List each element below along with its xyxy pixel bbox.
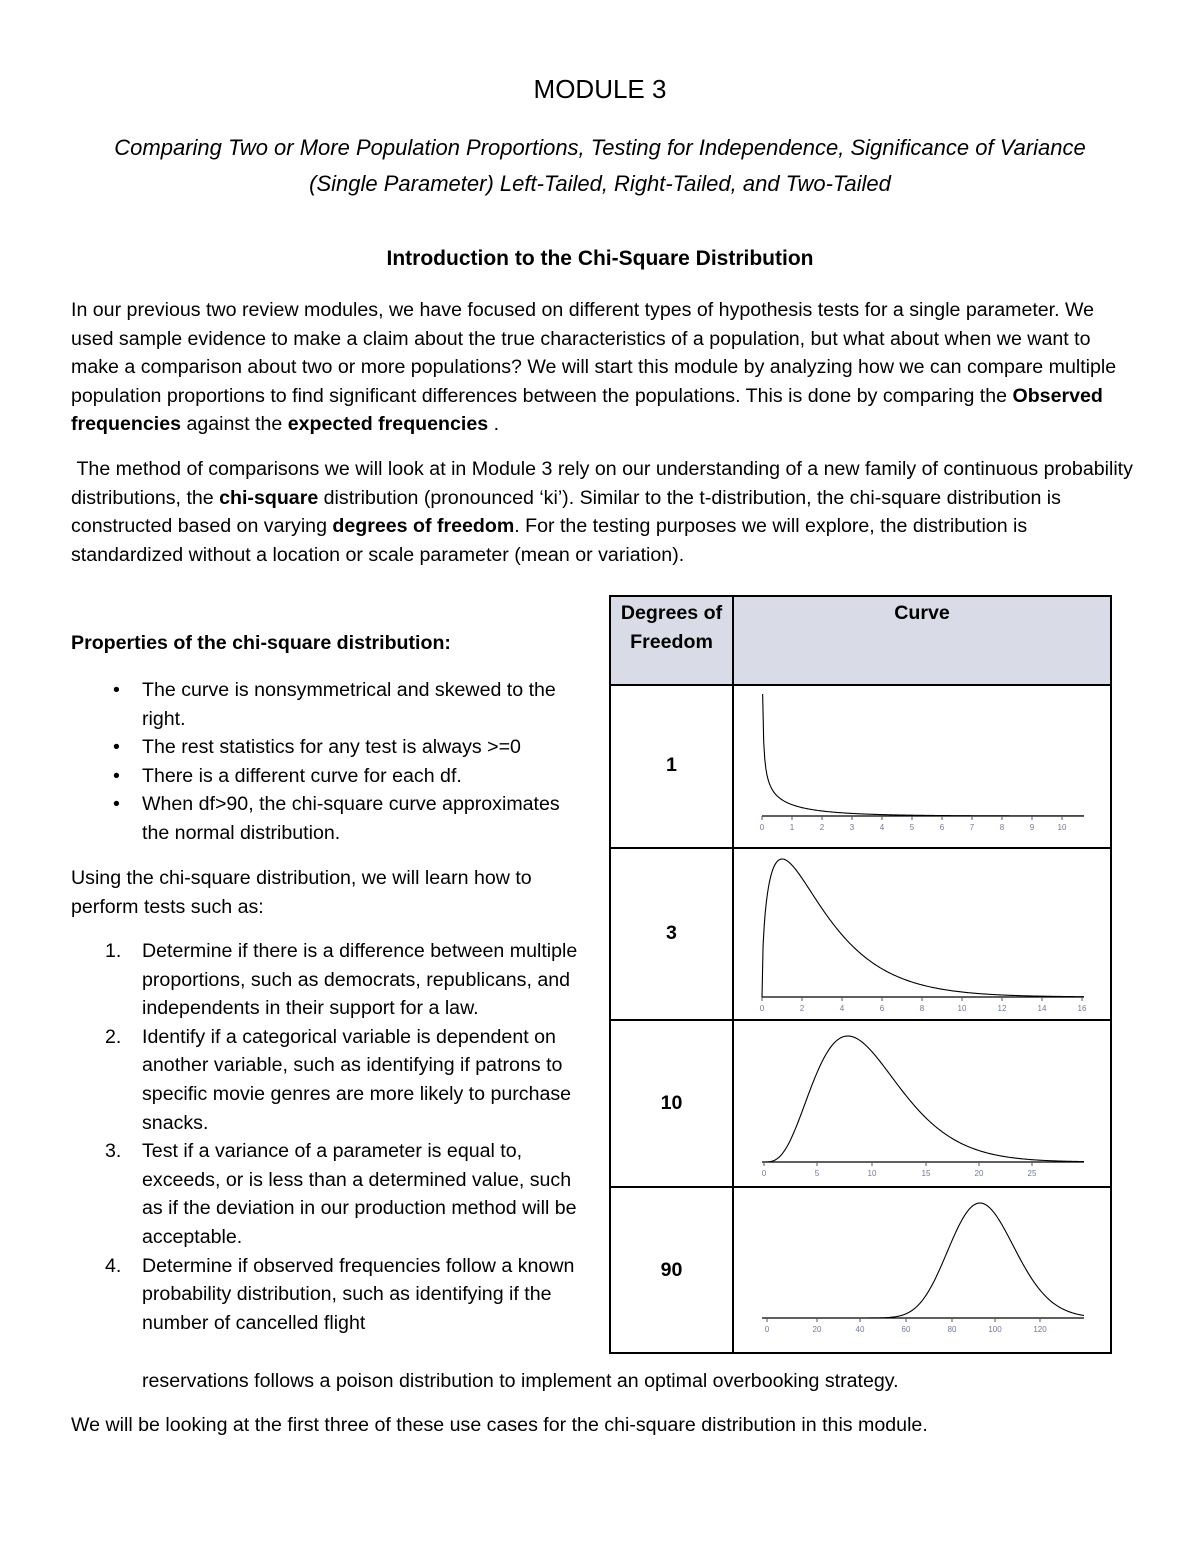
list-item: • There is a different curve for each df. [71, 762, 571, 791]
x-tick-label: 120 [1033, 1325, 1047, 1334]
list-number: 3. [105, 1140, 122, 1163]
list-item: 2. Identify if a categorical variable is dependent on another variable, such as identifying if patrons to specific movie genres are more likely to purchase snacks. [71, 1023, 596, 1137]
x-tick-label: 15 [921, 1169, 931, 1178]
x-tick-label: 2 [799, 1004, 805, 1013]
list-item: • The rest statistics for any test is always >=0 [71, 733, 571, 762]
x-tick-label: 0 [759, 823, 765, 832]
chi-square-curve-df-90 [734, 1188, 1110, 1352]
bullet-icon: • [113, 764, 120, 787]
x-tick-label: 1 [789, 823, 795, 832]
use-case-4-continuation: reservations follows a poison distribution to implement an optimal overbooking strategy. [142, 1370, 899, 1392]
bullet-icon: • [113, 793, 120, 816]
x-tick-label: 6 [879, 1004, 885, 1013]
using-intro: Using the chi-square distribution, we will learn how to perform tests such as: [71, 867, 532, 918]
list-number: 4. [105, 1254, 122, 1277]
header-degrees-of-freedom: Degrees of Freedom [620, 602, 723, 653]
list-number: 1. [105, 940, 122, 962]
df-value-1: 1 [666, 754, 677, 776]
intro-paragraph-2: The method of comparisons we will look at in Module 3 rely on our understanding of a new family of continuous probability distributions, the chi-square distribution (pronounced ‘ki’). Similar to the t-distribution, the chi-square distribution is constructed based on varying degrees of freedom. For the testing purposes we will explore, the distribution is standardized without a location or scale parameter (mean or variation). [71, 458, 1139, 566]
density-curve [763, 694, 1084, 816]
x-tick-label: 8 [999, 823, 1005, 832]
closing-paragraph: We will be looking at the first three of these use cases for the chi-square distribution in this module. [71, 1414, 928, 1436]
x-tick-label: 8 [919, 1004, 925, 1013]
x-tick-label: 9 [1029, 823, 1035, 832]
x-tick-label: 6 [939, 823, 945, 832]
chi-square-curve-df-1 [734, 686, 1110, 847]
x-tick-label: 12 [997, 1004, 1007, 1013]
list-number: 2. [105, 1025, 122, 1048]
bullet-icon: • [113, 679, 120, 701]
list-item: 4. Determine if observed frequencies follow a known probability distribution, such as identifying if the number of cancelled flight [71, 1252, 596, 1338]
x-tick-label: 16 [1077, 1004, 1087, 1013]
bold-expected-frequencies: expected frequencies [287, 413, 489, 436]
x-tick-label: 4 [839, 1004, 845, 1013]
df-value-3: 3 [666, 922, 677, 944]
x-tick-label: 20 [974, 1169, 984, 1178]
x-tick-label: 7 [969, 823, 975, 832]
list-item: 3. Test if a variance of a parameter is equal to, exceeds, or is less than a determined value, such as if the deviation in our production method will be acceptable. [71, 1137, 596, 1251]
x-tick-label: 4 [879, 823, 885, 832]
x-tick-label: 2 [819, 823, 825, 832]
chi-square-curve-df-3 [734, 849, 1110, 1019]
df-value-90: 90 [660, 1259, 683, 1281]
x-tick-label: 5 [814, 1169, 820, 1178]
x-tick-label: 40 [855, 1325, 865, 1334]
bold-observed-frequencies: Observed frequencies [71, 384, 1103, 436]
df-value-10: 10 [660, 1092, 683, 1114]
list-item: 1. Determine if there is a difference between multiple proportions, such as democrats, republicans, and independents in their support for a law. [71, 937, 596, 1023]
list-item: • The curve is nonsymmetrical and skewed to the right. [71, 676, 571, 733]
use-cases-list [71, 937, 596, 1337]
bold-degrees-of-freedom: degrees of freedom [332, 515, 515, 538]
list-item: • When df>90, the chi-square curve approximates the normal distribution. [71, 790, 571, 847]
x-tick-label: 0 [764, 1325, 770, 1334]
header-curve: Curve [894, 602, 950, 624]
density-curve [762, 1203, 1084, 1318]
properties-list [71, 676, 571, 848]
bullet-icon: • [113, 736, 120, 759]
x-tick-label: 100 [988, 1325, 1002, 1334]
x-tick-label: 0 [759, 1004, 765, 1013]
module-title: MODULE 3 [533, 74, 667, 104]
x-tick-label: 60 [901, 1325, 911, 1334]
chi-square-curve-df-10 [734, 1021, 1110, 1186]
x-tick-label: 20 [812, 1325, 822, 1334]
x-tick-label: 25 [1027, 1169, 1037, 1178]
module-subtitle: Comparing Two or More Population Proportions, Testing for Independence, Significance of Variance (Single Parameter) Left-Tailed, Right-Tailed, and Two-Tailed [114, 135, 1086, 196]
x-tick-label: 10 [1057, 823, 1067, 832]
x-tick-label: 10 [867, 1169, 877, 1178]
section-heading: Introduction to the Chi-Square Distribution [386, 247, 814, 270]
x-tick-label: 80 [947, 1325, 957, 1334]
x-tick-label: 14 [1037, 1004, 1047, 1013]
bold-chi-square: chi-square [219, 486, 319, 509]
x-tick-label: 3 [849, 823, 855, 832]
x-tick-label: 5 [909, 823, 915, 832]
x-tick-label: 0 [761, 1169, 767, 1178]
density-curve [762, 1036, 1084, 1162]
degrees-of-freedom-table [609, 595, 1112, 1354]
properties-heading: Properties of the chi-square distribution: [71, 632, 451, 654]
intro-paragraph-1: In our previous two review modules, we have focused on different types of hypothesis tests for a single parameter. We used sample evidence to make a claim about the true characteristics of a population, but what about when we want to make a comparison about two or more populations? We will start this module by analyzing how we can compare multiple population proportions to find significant differences between the populations. This is done by comparing the Observed frequencies against the expected frequencies . [71, 299, 1117, 436]
x-tick-label: 10 [957, 1004, 967, 1013]
density-curve [762, 859, 1084, 997]
